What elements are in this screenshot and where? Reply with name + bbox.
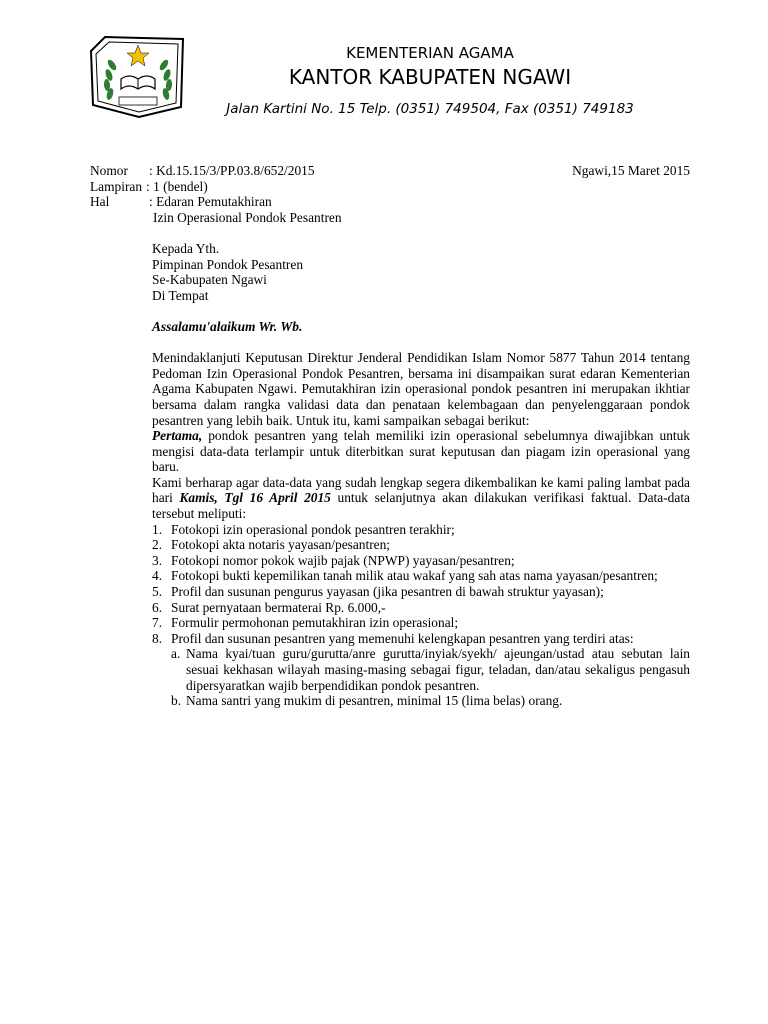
list-item xyxy=(152,584,690,600)
pertama-text: pondok pesantren yang telah memiliki izin operasional sebelumnya diwajibkan untuk mengisi data-data terlampir untuk diterbitkan surat keputusan dan piagam izin operasional yang baru. xyxy=(152,428,690,475)
letterhead xyxy=(190,44,670,118)
list-item xyxy=(152,553,690,569)
letter-body xyxy=(90,163,690,709)
list-item-text: Profil dan susunan pengurus yayasan (jika pesantren di bawah struktur yayasan); xyxy=(171,584,604,600)
nomor-row xyxy=(90,163,690,179)
list-item-text: Fotokopi akta notaris yayasan/pesantren; xyxy=(171,537,391,553)
sub-list-item xyxy=(171,646,690,693)
sub-list-item-text: Nama santri yang mukim di pesantren, minimal 15 (lima belas) orang. xyxy=(186,693,563,709)
hal-value-2: Izin Operasional Pondok Pesantren xyxy=(153,209,342,225)
hal-value: : Edaran Pemutakhiran xyxy=(149,194,272,210)
office-address: Jalan Kartini No. 15 Telp. (0351) 749504, Fax (0351) 749183 xyxy=(226,101,634,117)
lampiran-row xyxy=(90,179,690,195)
list-item-text: Fotokopi nomor pokok wajib pajak (NPWP) yayasan/pesantren; xyxy=(171,552,515,568)
recipient-line-2: Pimpinan Pondok Pesantren xyxy=(152,256,304,272)
list-item xyxy=(152,568,690,584)
list-item-number: 3. xyxy=(152,552,163,568)
list-item-text: Surat pernyataan bermaterai Rp. 6.000,- xyxy=(171,599,386,615)
paragraph-intro: Menindaklanjuti Keputusan Direktur Jenderal Pendidikan Islam Nomor 5877 Tahun 2014 tentang Pedoman Izin Operasional Pondok Pesantren, bersama ini disampaikan surat edaran Kementerian Agama Kabupaten Ngawi. Pemutakhiran izin operasional pondok pesantren ini merupakan ikhtiar bersama dalam rangka validasi data dan penataan kelembagaan dan penyelenggaraan pondok pesantren yang lebih baik. Untuk itu, kami sampaikan sebagai berikut: xyxy=(152,350,690,428)
office-name: KANTOR KABUPATEN NGAWI xyxy=(288,65,572,89)
deadline-date: Kamis, Tgl 16 April 2015 xyxy=(179,490,331,506)
requirements-list xyxy=(90,522,690,709)
list-item-number: 2. xyxy=(152,537,163,553)
list-item xyxy=(152,631,690,647)
lampiran-label: Lampiran xyxy=(90,178,143,194)
hal-row-2 xyxy=(90,210,690,226)
list-item xyxy=(152,537,690,553)
list-item-text: Formulir permohonan pemutakhiran izin operasional; xyxy=(171,615,459,631)
hal-row xyxy=(90,194,690,210)
list-item-number: 5. xyxy=(152,584,163,600)
list-item-number: 1. xyxy=(152,521,163,537)
list-item-text: Fotokopi bukti kepemilikan tanah milik atau wakaf yang sah atas nama yayasan/pesantren; xyxy=(171,568,658,584)
nomor-label: Nomor xyxy=(90,163,128,178)
nomor-value: : Kd.15.15/3/PP.03.8/652/2015 xyxy=(149,163,315,178)
paragraph-pertama xyxy=(90,428,690,475)
list-item xyxy=(152,522,690,538)
recipient-line-3: Se-Kabupaten Ngawi xyxy=(152,272,267,288)
sub-list xyxy=(152,646,690,708)
list-item-number: 4. xyxy=(152,568,163,584)
list-item xyxy=(152,615,690,631)
deadline-text-start: Kami berharap agar data-data yang sudah lengkap segera dikembalikan ke kami paling lambat pada hari xyxy=(152,474,690,506)
ministry-name: KEMENTERIAN AGAMA xyxy=(346,44,514,62)
kemenag-emblem-icon xyxy=(87,33,190,119)
list-item-number: 6. xyxy=(152,599,163,615)
recipient-line-4: Di Tempat xyxy=(152,287,209,303)
letter-date: Ngawi,15 Maret 2015 xyxy=(572,163,690,178)
deadline-text-end: untuk selanjutnya akan dilakukan verifikasi faktual. Data-data tersebut meliputi: xyxy=(152,490,690,522)
list-item-number: 8. xyxy=(152,630,163,646)
sub-list-item-letter: b. xyxy=(171,693,182,709)
recipient-line-1: Kepada Yth. xyxy=(152,240,220,256)
list-item-text: Fotokopi izin operasional pondok pesantren terakhir; xyxy=(171,521,455,537)
lampiran-value: : 1 (bendel) xyxy=(146,178,208,194)
sub-list-item xyxy=(171,693,690,709)
hal-label: Hal xyxy=(90,194,110,210)
sub-list-item-letter: a. xyxy=(171,646,181,662)
sub-list-item-text: Nama kyai/tuan guru/gurutta/anre gurutta/inyiak/syekh/ ajeungan/ustad atau sebutan lain sesuai kekhasan wilayah masing-masing sebagai figur, teladan, dan/atau sekaligus pengasuh dipersyaratkan wajib berpendidikan pondok pesantren. xyxy=(186,646,690,693)
list-item-number: 7. xyxy=(152,615,163,631)
list-item xyxy=(152,600,690,616)
pertama-label: Pertama, xyxy=(152,428,203,444)
greeting: Assalamu'alaikum Wr. Wb. xyxy=(152,318,303,334)
paragraph-deadline xyxy=(90,475,690,522)
list-item-text: Profil dan susunan pesantren yang memenuhi kelengkapan pesantren yang terdiri atas: xyxy=(171,630,634,646)
